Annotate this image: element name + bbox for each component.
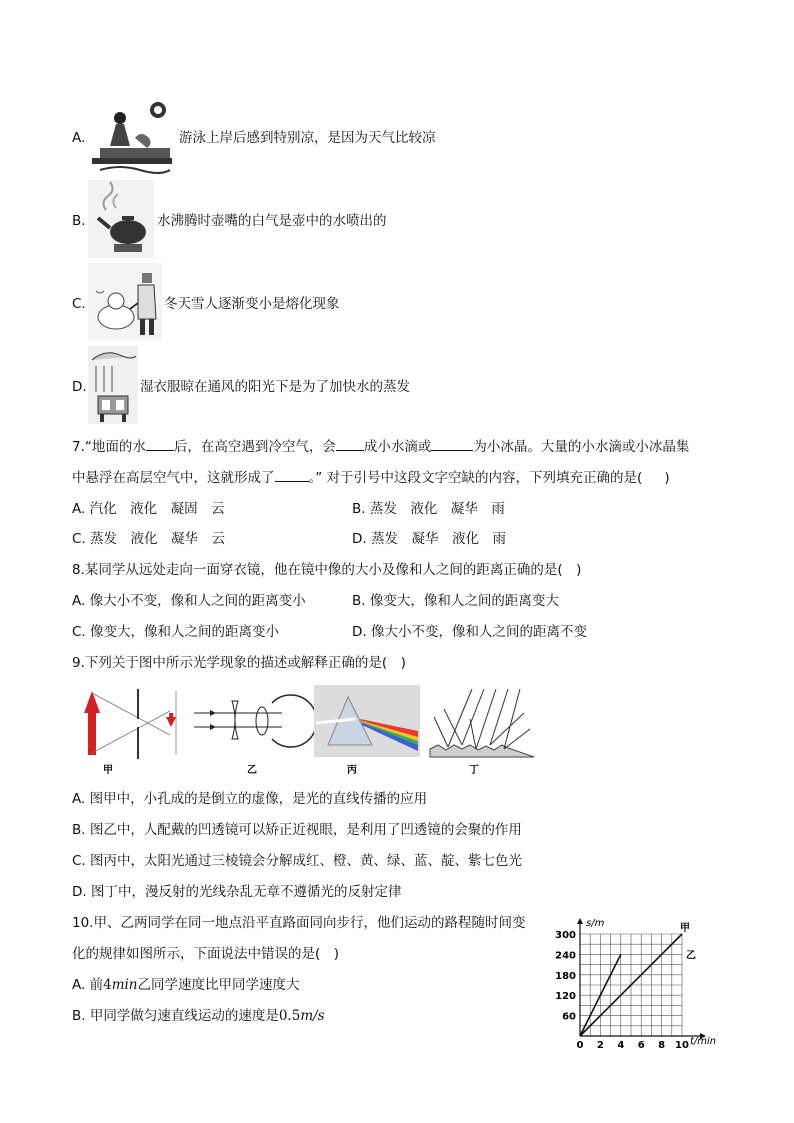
q10-option-b: B. 甲同学做匀速直线运动的速度是0.5m/s: [72, 1008, 325, 1024]
q6-c-snowman-image: [88, 263, 162, 341]
y-tick-label: 120: [555, 991, 576, 1003]
q6-a-swimmer-image: [90, 98, 176, 178]
q7-blank-4: [275, 469, 309, 482]
q10-st-chart: [548, 914, 728, 1050]
q8-stem: 8.某同学从远处走向一面穿衣镜，他在镜中像的大小及像和人之间的距离正确的是( ): [72, 562, 582, 578]
chart-axes: [577, 918, 706, 1039]
q6-option-c-text: 冬天雪人逐渐变小是熔化现象: [164, 296, 340, 312]
q9-figures: [72, 683, 542, 779]
chart-series: [580, 922, 696, 1036]
q9-figure-bing-prism: [314, 685, 420, 776]
y-tick-label: 180: [555, 970, 576, 982]
q6-option-b-text: 水沸腾时壶嘴的白气是壶中的水喷出的: [157, 213, 387, 229]
q6-option-a: A.: [72, 130, 86, 146]
chart-ticks: [555, 918, 716, 1050]
q6-b-kettle-image: [88, 180, 154, 258]
q6-option-a-text: 游泳上岸后感到特别凉，是因为天气比较凉: [179, 130, 436, 146]
q9-stem: 9.下列关于图中所示光学现象的描述或解释正确的是( ): [72, 655, 406, 671]
q9-figure-jia-pinhole: [84, 689, 176, 776]
q9-option-c: C. 图丙中，太阳光通过三棱镜会分解成红、橙、黄、绿、蓝、靛、紫七色光: [72, 853, 523, 869]
q6-option-d: D.: [72, 379, 87, 395]
x-tick-label: 2: [596, 1040, 604, 1050]
x-tick-label: 0: [576, 1040, 584, 1050]
q8-option-c: C. 像变大，像和人之间的距离变小: [72, 624, 280, 640]
q9-caption-ding: 丁: [469, 765, 479, 776]
q8-option-a: A. 像大小不变，像和人之间的距离变小: [72, 593, 306, 609]
q9-caption-yi: 乙: [247, 765, 257, 776]
q6-d-clothes-image: [88, 346, 138, 424]
y-tick-label: 60: [562, 1011, 576, 1023]
q7-stem-line2: 中悬浮在高层空气中，这就形成了 。” 对于引号中这段文字空缺的内容，下列填充正确的是( ): [72, 470, 670, 486]
y-axis-label: s/m: [586, 918, 605, 929]
q8-option-b: B. 像变大，像和人之间的距离变大: [352, 593, 559, 609]
q9-figure-ding-diffuse: [430, 689, 534, 776]
q10-stem-line1: 10.甲、乙两同学在同一地点沿平直路面同向步行，他们运动的路程随时间变: [72, 915, 526, 931]
q6-option-d-text: 湿衣服晾在通风的阳光下是为了加快水的蒸发: [140, 379, 410, 395]
x-tick-label: 10: [675, 1040, 689, 1050]
q7-option-b: B. 蒸发 液化 凝华 雨: [352, 501, 505, 517]
q9-caption-bing: 丙: [347, 765, 357, 776]
q9-option-d: D. 图丁中，漫反射的光线杂乱无章不遵循光的反射定律: [72, 884, 402, 900]
x-axis-label: t/min: [690, 1036, 717, 1047]
q7-blank-1: [146, 438, 174, 451]
q9-figure-yi-eye: [194, 695, 317, 776]
q6-option-c: C.: [72, 296, 86, 312]
q7-stem-line1: 7.“地面的水 后，在高空遇到冷空气，会 成小水滴或 为小冰晶。大量的小水滴或小冰晶集: [72, 439, 690, 455]
x-tick-label: 4: [617, 1040, 625, 1050]
series-label-yi: 乙: [686, 950, 696, 962]
q10-stem-line2: 化的规律如图所示，下面说法中错误的是( ): [72, 946, 340, 962]
y-axis-arrow: [577, 918, 583, 924]
series-label-jia: 甲: [680, 923, 690, 934]
q9-option-a: A. 图甲中，小孔成的是倒立的虚像，是光的直线传播的应用: [72, 791, 428, 807]
q8-option-d: D. 像大小不变，像和人之间的距离不变: [352, 624, 587, 640]
q6-option-b: B.: [72, 213, 86, 229]
x-tick-label: 8: [658, 1040, 666, 1050]
q7-blank-3: [431, 438, 473, 451]
q7-option-a: A. 汽化 液化 凝固 云: [72, 501, 225, 517]
q7-blank-2: [336, 438, 364, 451]
q9-option-b: B. 图乙中，人配戴的凹透镜可以矫正近视眼，是利用了凹透镜的会聚的作用: [72, 822, 522, 838]
q10-option-a: A. 前4min乙同学速度比甲同学速度大: [72, 977, 300, 993]
q7-option-c: C. 蒸发 液化 凝华 云: [72, 531, 226, 547]
y-tick-label: 300: [555, 930, 576, 941]
q7-option-d: D. 蒸发 凝华 液化 雨: [352, 531, 506, 547]
x-tick-label: 6: [637, 1040, 645, 1050]
y-tick-label: 240: [555, 950, 576, 962]
q9-caption-jia: 甲: [103, 765, 113, 776]
